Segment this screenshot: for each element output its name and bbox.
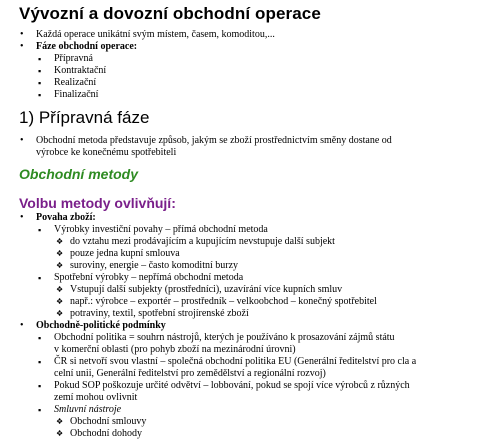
bullet-square — [38, 356, 41, 369]
bullet-diamond — [56, 416, 63, 428]
policy-tools-label: Smluvní nástroje — [54, 404, 122, 415]
bullet-square — [38, 89, 41, 102]
policy-tool-item: Obchodní dohody — [70, 428, 142, 439]
phase-item: Finalizační — [54, 89, 99, 100]
section-text-line: Obchodní metoda představuje způsob, jakým se zboží prostřednictvím směny dostane od — [36, 135, 392, 146]
policy-text-line: celní unii, Generální ředitelství pro zemědělství a regionální rozvoj) — [54, 368, 326, 379]
bullet-square — [38, 272, 41, 285]
goods-investment: Výrobky investiční povahy – přímá obchodní metoda — [54, 224, 268, 235]
goods-subitem: suroviny, energie – často komoditní burzy — [70, 260, 239, 271]
policy-text-line: v komerční oblasti (pro pohyb zboží na mezinárodní úrovni) — [54, 344, 296, 355]
goods-label: Povaha zboží: — [36, 212, 96, 223]
bullet-diamond — [56, 428, 63, 440]
bullet-square — [38, 224, 41, 237]
bullet-dot — [20, 41, 24, 53]
bullet-diamond — [56, 296, 63, 308]
methods-heading: Obchodní metody — [19, 166, 138, 182]
bullet-dot — [20, 135, 24, 147]
section-heading: 1) Přípravná fáze — [19, 108, 150, 127]
policy-tool-item: Obchodní smlouvy — [70, 416, 147, 427]
intro-item-unique: Každá operace unikátní svým místem, časem, komoditou,... — [36, 29, 275, 40]
goods-subitem: do vztahu mezi prodávajícím a kupujícím nevstupuje další subjekt — [70, 236, 335, 247]
bullet-dot — [20, 320, 24, 332]
policy-text-line: Pokud SOP poškozuje určité odvětví – lobbování, pokud se spojí více výrobců z různých — [54, 380, 410, 391]
goods-subitem: potraviny, textil, spotřební strojírenské zboží — [70, 308, 249, 319]
bullet-diamond — [56, 308, 63, 320]
bullet-diamond — [56, 248, 63, 260]
document-title: Vývozní a dovozní obchodní operace — [19, 4, 321, 23]
policy-text-line: zemí mohou ovlivnit — [54, 392, 138, 403]
phase-item: Přípravná — [54, 53, 93, 64]
choice-heading: Volbu metody ovlivňují: — [19, 195, 176, 211]
bullet-diamond — [56, 284, 63, 296]
goods-consumer: Spotřební výrobky – nepřímá obchodní metoda — [54, 272, 244, 283]
policy-text-line: ČR si netvoří svou vlastní – společná obchodní politika EU (Generální ředitelství pro cla a — [54, 356, 417, 367]
policy-label: Obchodně-politické podmínky — [36, 320, 166, 331]
goods-subitem: např.: výrobce – exportér – prostředník – velkoobchod – konečný spotřebitel — [70, 296, 377, 307]
goods-subitem: pouze jedna kupní smlouva — [70, 248, 180, 259]
bullet-square — [38, 332, 41, 345]
bullet-diamond — [56, 260, 63, 272]
policy-text-line: Obchodní politika = souhrn nástrojů, kterých je používáno k prosazování zájmů státu — [54, 332, 395, 343]
bullet-square — [38, 404, 41, 417]
bullet-square — [38, 380, 41, 393]
phase-item: Kontraktační — [54, 65, 107, 76]
section-text-line: výrobce ke konečnému spotřebiteli — [36, 147, 177, 158]
bullet-dot — [20, 29, 24, 41]
bullet-diamond — [56, 236, 63, 248]
goods-subitem: Vstupují další subjekty (prostředníci), uzavírání více kupních smluv — [70, 284, 343, 295]
intro-item-phases-label: Fáze obchodní operace: — [36, 41, 138, 52]
bullet-dot — [20, 212, 24, 224]
phase-item: Realizační — [54, 77, 97, 88]
